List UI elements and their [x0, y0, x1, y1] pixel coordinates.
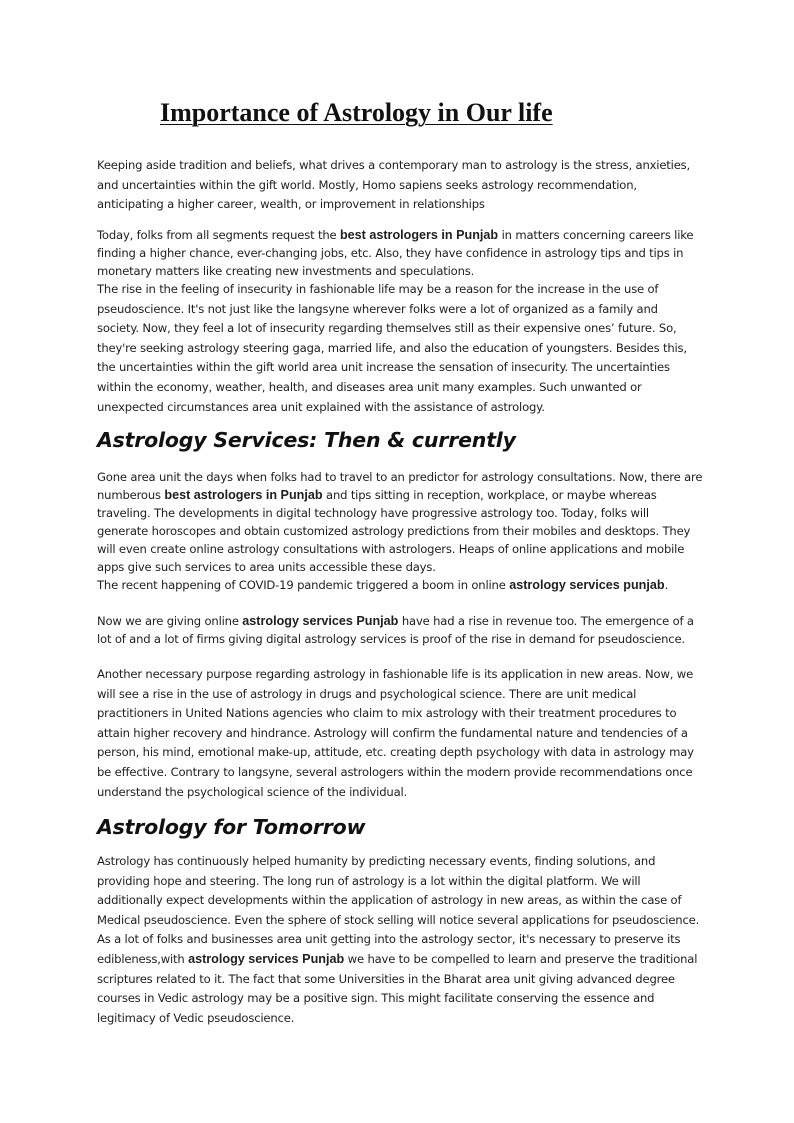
text-run: Today, folks from all segments request the: [97, 228, 340, 242]
text-run: The recent happening of COVID-19 pandemic triggered a boom in online: [97, 578, 510, 592]
paragraph-folks-request: [97, 226, 703, 280]
keyword-best-astrologers: best astrologers in Punjab: [339, 228, 499, 242]
text-run: we have to be compelled to learn and preserve the traditional scriptures related to it. The fact that some Universities in the Bharat area unit giving advanced degree courses in Vedic astrology may be a positive sign. This might facilitate conserving the essence and legitimacy of Vedic pseudoscience.: [97, 951, 698, 1025]
page-title: Importance of Astrology in Our life: [160, 98, 553, 127]
keyword-astrology-services-punjab: astrology services Punjab: [188, 951, 345, 966]
paragraph-covid-boom: [97, 576, 703, 594]
section-heading-then-currently: Astrology Services: Then & currently: [97, 428, 516, 452]
keyword-astrology-services-punjab: astrology services Punjab: [242, 614, 399, 628]
paragraph-astrology-tomorrow: [97, 852, 703, 1028]
text-run: and tips sitting in reception, workplace, or maybe whereas traveling. The developments in digital technology have progressive astrology too. Today, folks will generate horoscopes and obtain customized astrology predictions from their mobiles and desktops. They will even create online astrology consultations with astrologers. Heaps of online applications and mobile apps give such services to area units accessible these days.: [97, 488, 691, 574]
text-run: Now we are giving online: [97, 614, 243, 628]
keyword-best-astrologers: best astrologers in Punjab: [164, 488, 323, 502]
text-run: .: [664, 578, 669, 592]
paragraph-new-areas: Another necessary purpose regarding astrology in fashionable life is its application in new areas. Now, we will see a rise in the use of astrology in drugs and psychological science. There are unit medical practitioners in United Nations agencies who claim to mix astrology with their treatment procedures to attain higher recovery and hindrance. Astrology will confirm the fundamental nature and tendencies of a person, his mind, emotional make-up, attitude, etc. creating depth psychology with data in astrology may be effective. Contrary to langsyne, several astrologers within the modern provide recommendations once understand the psychological science of the individual.: [97, 667, 694, 799]
paragraph-gone-are-days: [97, 468, 703, 576]
section-heading-tomorrow: Astrology for Tomorrow: [97, 815, 366, 839]
text-run: Gone area unit the days when folks had to travel to an predictor for astrology consultations. Now, there are numberous: [97, 470, 703, 502]
intro-paragraph: Keeping aside tradition and beliefs, what drives a contemporary man to astrology is the stress, anxieties, and uncertainties within the gift world. Mostly, Homo sapiens seeks astrology recommendation, anticipating a higher career, wealth, or improvement in relationships: [97, 158, 691, 212]
keyword-astrology-services-punjab: astrology services punjab: [509, 578, 665, 592]
text-run: have had a rise in revenue too. The emergence of a lot of and a lot of firms giving digital astrology services is proof of the rise in demand for pseudoscience.: [97, 614, 694, 646]
text-run: in matters concerning careers like finding a higher chance, ever-changing jobs, etc. Also, they have confidence in astrology tips and tips in monetary matters like creating new investments and speculations.: [97, 228, 694, 278]
paragraph-insecurity: The rise in the feeling of insecurity in fashionable life may be a reason for the increase in the use of pseudoscience. It's not just like the langsyne wherever folks were a lot of organized as a family and society. Now, they feel a lot of insecurity regarding themselves still as their expensive ones’ future. So, they're seeking astrology steering gaga, married life, and also the education of youngsters. Besides this, the uncertainties within the gift world area unit increase the sensation of insecurity. The uncertainties within the economy, weather, health, and diseases area unit many examples. Such unwanted or unexpected circumstances area unit explained with the assistance of astrology.: [97, 282, 687, 414]
paragraph-online-services: [97, 612, 703, 648]
text-run: Astrology has continuously helped humanity by predicting necessary events, finding solutions, and providing hope and steering. The long run of astrology is a lot within the digital platform. We will additionally expect developments within the application of astrology in new areas, as within the case of Medical pseudoscience. Even the sphere of stock selling will notice several applications for pseudoscience. As a lot of folks and businesses area unit getting into the astrology sector, it's necessary to preserve its edibleness,with: [97, 854, 700, 966]
